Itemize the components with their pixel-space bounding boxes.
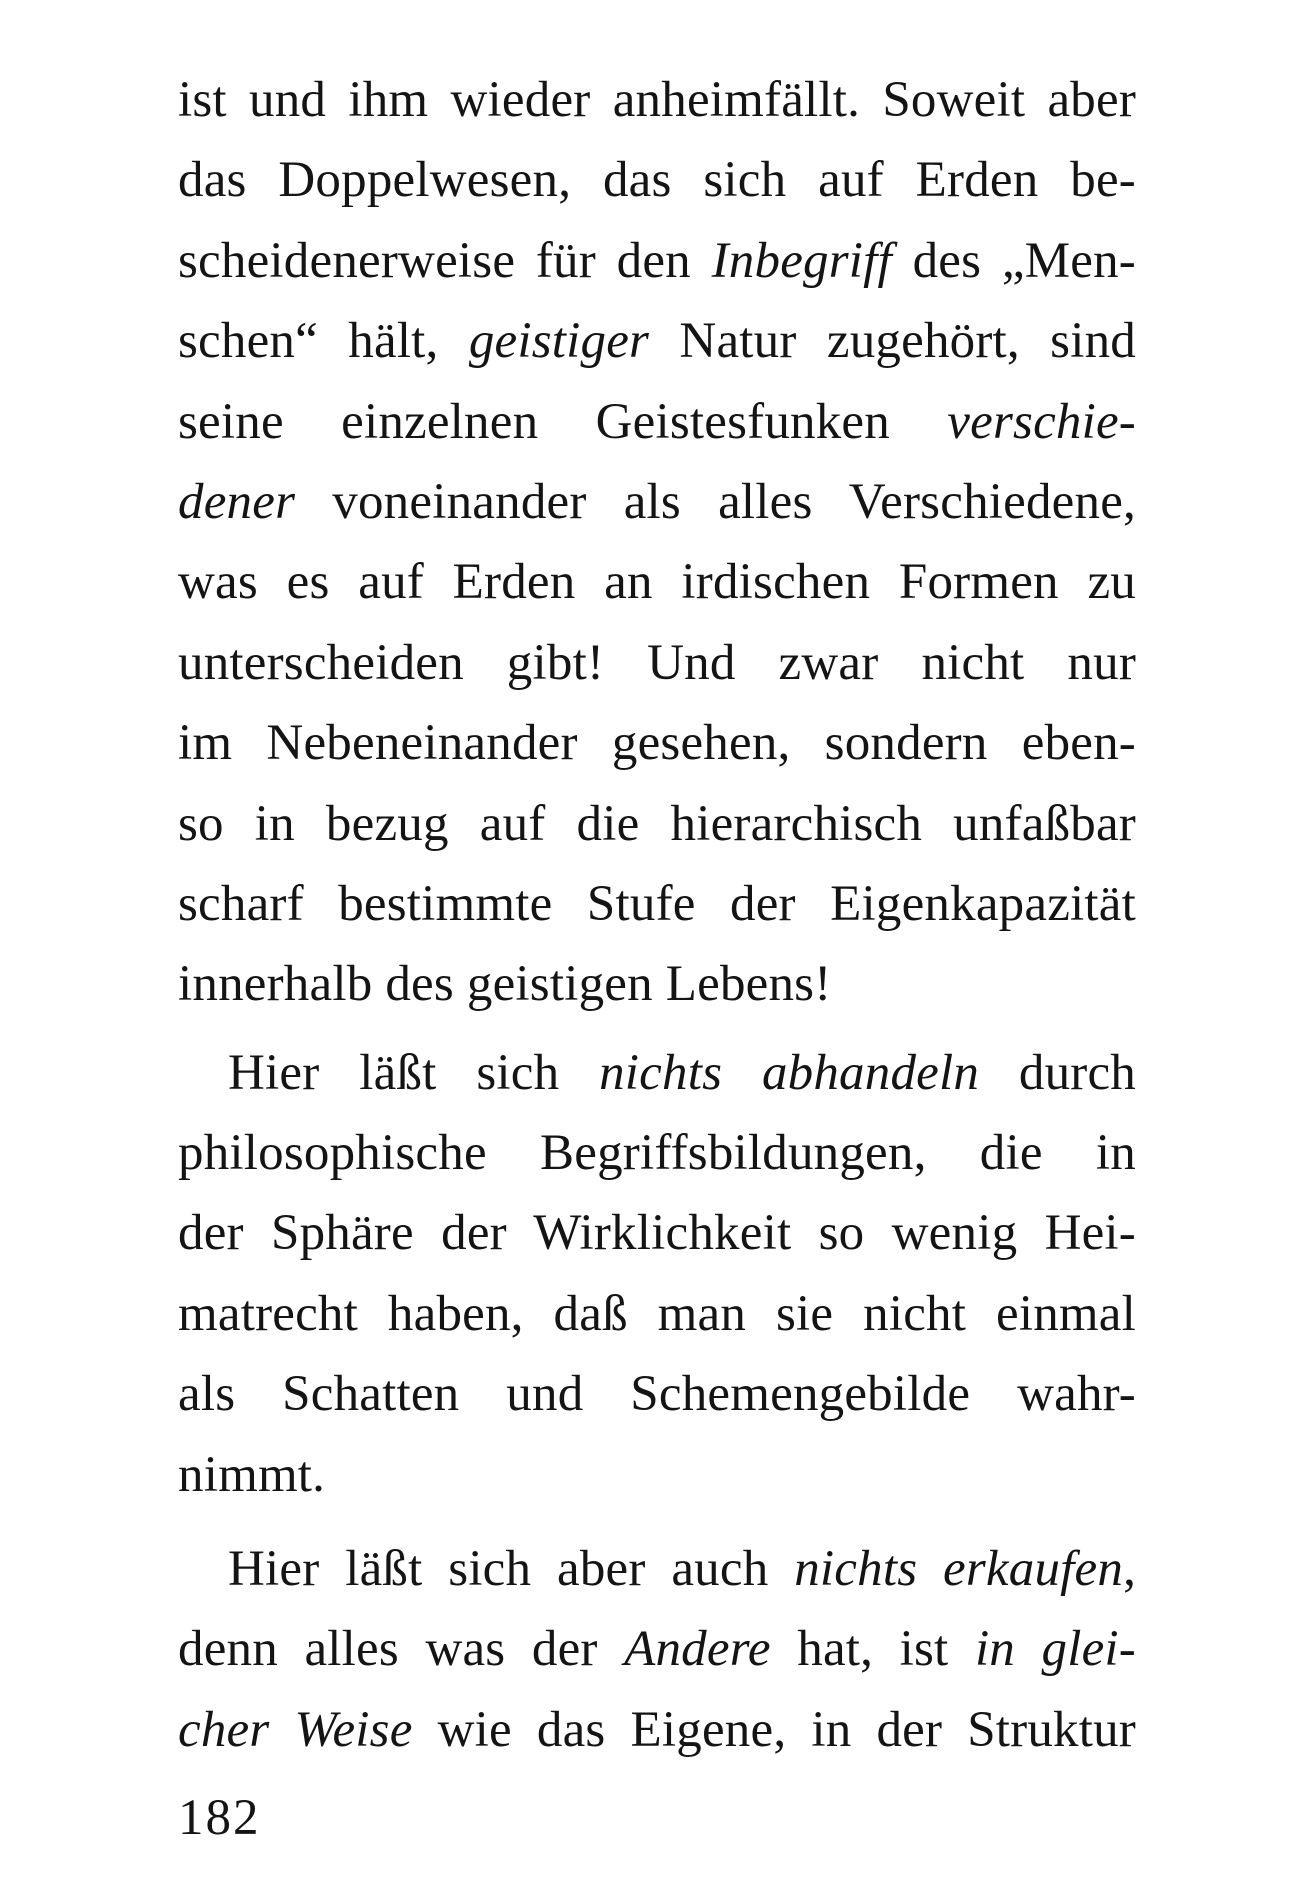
text-line-8: unterscheiden gibt! Und zwar nicht nur xyxy=(178,634,1136,691)
body-text xyxy=(178,60,1136,1770)
text-line-21: cher Weise wie das Eigene, in der Struktur xyxy=(178,1701,1136,1758)
text-line-1: ist und ihm wieder anheimfällt. Soweit aber xyxy=(178,72,1136,128)
text-line-12: innerhalb des geistigen Lebens! xyxy=(178,956,832,1013)
text-line-3: scheidenerweise für den Inbegriff des „Men- xyxy=(178,232,1136,289)
text-line-20: denn alles was der Andere hat, ist in glei- xyxy=(178,1621,1136,1678)
text-line-14: philosophische Begriffsbildungen, die in xyxy=(178,1125,1136,1182)
text-line-15: der Sphäre der Wirklichkeit so wenig Hei- xyxy=(178,1205,1136,1262)
text-line-17: als Schatten und Schemengebilde wahr- xyxy=(178,1366,1136,1423)
text-line-7: was es auf Erden an irdischen Formen zu xyxy=(178,554,1136,611)
text-line-19: Hier läßt sich aber auch nichts erkaufen, xyxy=(228,1541,1137,1598)
text-line-6: dener voneinander als alles Verschiedene, xyxy=(178,473,1136,530)
text-line-9: im Nebeneinander gesehen, sondern eben- xyxy=(178,715,1136,772)
text-line-16: matrecht haben, daß man sie nicht einmal xyxy=(178,1285,1136,1342)
text-line-13: Hier läßt sich nichts abhandeln durch xyxy=(228,1044,1137,1101)
page-number: 182 xyxy=(178,1790,261,1846)
text-line-18: nimmt. xyxy=(178,1446,326,1503)
text-line-4: schen“ hält, geistiger Natur zugehört, sind xyxy=(178,313,1136,370)
text-line-11: scharf bestimmte Stufe der Eigenkapazität xyxy=(178,875,1136,932)
text-line-5: seine einzelnen Geistesfunken verschie- xyxy=(178,393,1136,450)
text-line-2: das Doppelwesen, das sich auf Erden be- xyxy=(178,152,1136,209)
text-line-10: so in bezug auf die hierarchisch unfaßbar xyxy=(178,795,1136,852)
